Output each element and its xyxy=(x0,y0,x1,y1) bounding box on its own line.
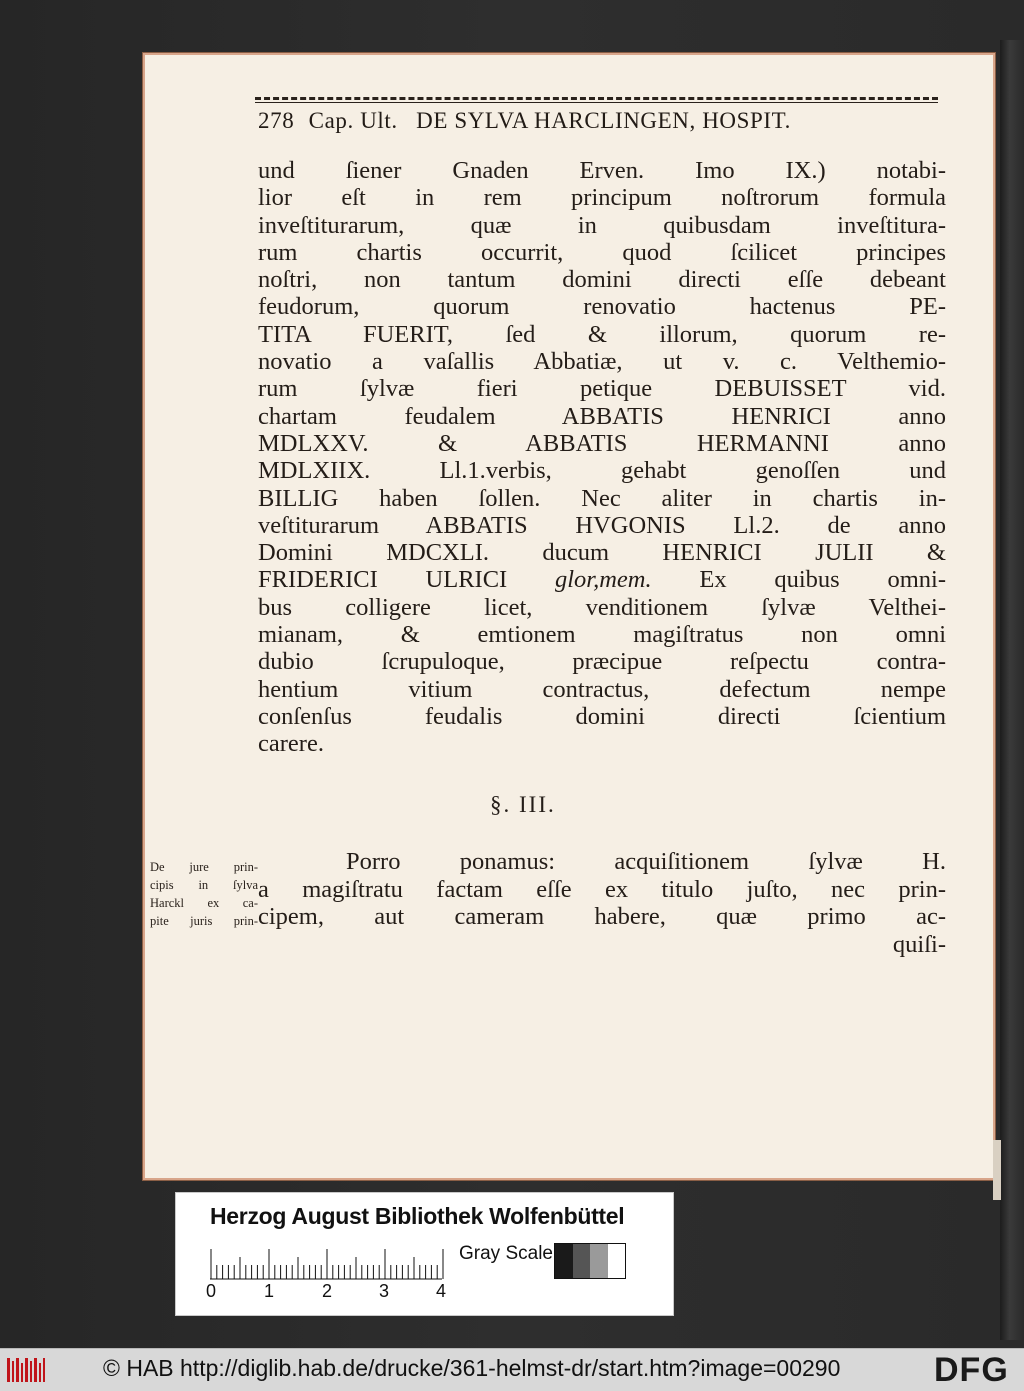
running-title: DE SYLVA HARCLINGEN, HOSPIT. xyxy=(416,108,791,133)
gray-swatch xyxy=(590,1244,608,1278)
hab-logo-icon xyxy=(6,1355,46,1385)
ruler-label: 0 xyxy=(206,1281,217,1301)
page-edge-strip xyxy=(993,1140,1001,1200)
text-line: BILLIG haben ſollen. Nec aliter in chartis in- xyxy=(258,484,946,512)
ruler xyxy=(210,1245,450,1281)
ruler-label: 1 xyxy=(264,1281,275,1301)
ruler-label: 3 xyxy=(379,1281,390,1301)
catchword: quiſi- xyxy=(892,930,946,958)
main-paragraph xyxy=(258,157,946,758)
text-line: conſenſus feudalis domini directi ſcientium xyxy=(258,702,946,730)
margin-note-line: Harckl ex ca- xyxy=(150,896,258,910)
text-line-with-italic xyxy=(258,566,946,593)
text-line: cipem, aut cameram habere, quæ primo ac- xyxy=(258,903,946,930)
running-header xyxy=(258,108,948,134)
margin-note-line: pite juris prin- xyxy=(150,914,258,928)
gray-swatch xyxy=(555,1244,573,1278)
text-line: rum ſylvæ fieri petique DEBUISSET vid. xyxy=(258,375,946,403)
gray-scale-label: Gray Scale xyxy=(459,1243,553,1264)
margin-note-line: De jure prin- xyxy=(150,860,258,874)
text-line: TITA FUERIT, ſed & illorum, quorum re- xyxy=(258,320,946,348)
ruler-label: 2 xyxy=(322,1281,333,1301)
ruler-labels xyxy=(206,1281,466,1303)
text-line: und ſiener Gnaden Erven. Imo IX.) notabi- xyxy=(258,157,946,184)
text-line: rum chartis occurrit, quod ſcilicet principes xyxy=(258,238,946,266)
ruler-label: 4 xyxy=(436,1281,447,1301)
gray-swatch xyxy=(608,1244,626,1278)
gray-scale-swatches xyxy=(554,1243,626,1279)
text-line: a magiſtratu factam eſſe ex titulo juſto, nec prin- xyxy=(258,875,946,903)
section-heading: §. III. xyxy=(490,792,556,817)
line-end: Ex quibus omni- xyxy=(699,566,946,594)
text-line: noſtri, non tantum domini directi eſſe debeant xyxy=(258,266,946,294)
copyright-link[interactable]: © HAB http://diglib.hab.de/drucke/361-helmst-dr/start.htm?image=00290 xyxy=(103,1355,841,1381)
text-line: bus colligere licet, venditionem ſylvæ Velthei- xyxy=(258,593,946,621)
book-edge xyxy=(1000,40,1024,1340)
text-line: carere. xyxy=(258,730,324,758)
text-line: lior eſt in rem principum noſtrorum formula xyxy=(258,184,946,212)
text-line: MDLXIIX. Ll.1.verbis, gehabt genoſſen und xyxy=(258,457,946,485)
text-line: Domini MDCXLI. ducum HENRICI JULII & xyxy=(258,539,946,567)
text-line: dubio ſcrupuloque, præcipue reſpectu contra- xyxy=(258,648,946,676)
text-line: hentium vitium contractus, defectum nempe xyxy=(258,675,946,703)
text-line: inveſtiturarum, quæ in quibusdam inveſtitura- xyxy=(258,211,946,239)
text-line: novatio a vaſallis Abbatiæ, ut v. c. Velthemio- xyxy=(258,348,946,376)
text-line: MDLXXV. & ABBATIS HERMANNI anno xyxy=(258,429,946,457)
gray-swatch xyxy=(573,1244,591,1278)
chapter-label: Cap. Ult. xyxy=(308,108,398,133)
dfg-logo: DFG xyxy=(934,1351,1009,1389)
viewer-footer xyxy=(0,1348,1024,1391)
header-rule-ornament xyxy=(255,97,938,100)
text-line: veſtiturarum ABBATIS HVGONIS Ll.2. de anno xyxy=(258,511,946,539)
library-name: Herzog August Bibliothek Wolfenbüttel xyxy=(210,1203,625,1229)
text-line: chartam feudalem ABBATIS HENRICI anno xyxy=(258,402,946,430)
second-paragraph xyxy=(258,848,946,958)
text-line: Porro ponamus: acquiſitionem ſylvæ H. xyxy=(346,848,946,875)
line-start: FRIDERICI ULRICI xyxy=(258,566,508,594)
margin-note-line: cipis in ſylva xyxy=(150,878,258,892)
italic-phrase: glor,mem. xyxy=(554,566,652,594)
margin-note xyxy=(150,858,258,930)
color-calibration-card xyxy=(175,1192,674,1316)
ruler-ticks xyxy=(210,1245,450,1281)
page-number: 278 xyxy=(258,108,295,133)
text-line: feudorum, quorum renovatio hactenus PE- xyxy=(258,293,946,321)
text-line: mianam, & emtionem magiſtratus non omni xyxy=(258,621,946,649)
header-rule xyxy=(255,102,938,103)
